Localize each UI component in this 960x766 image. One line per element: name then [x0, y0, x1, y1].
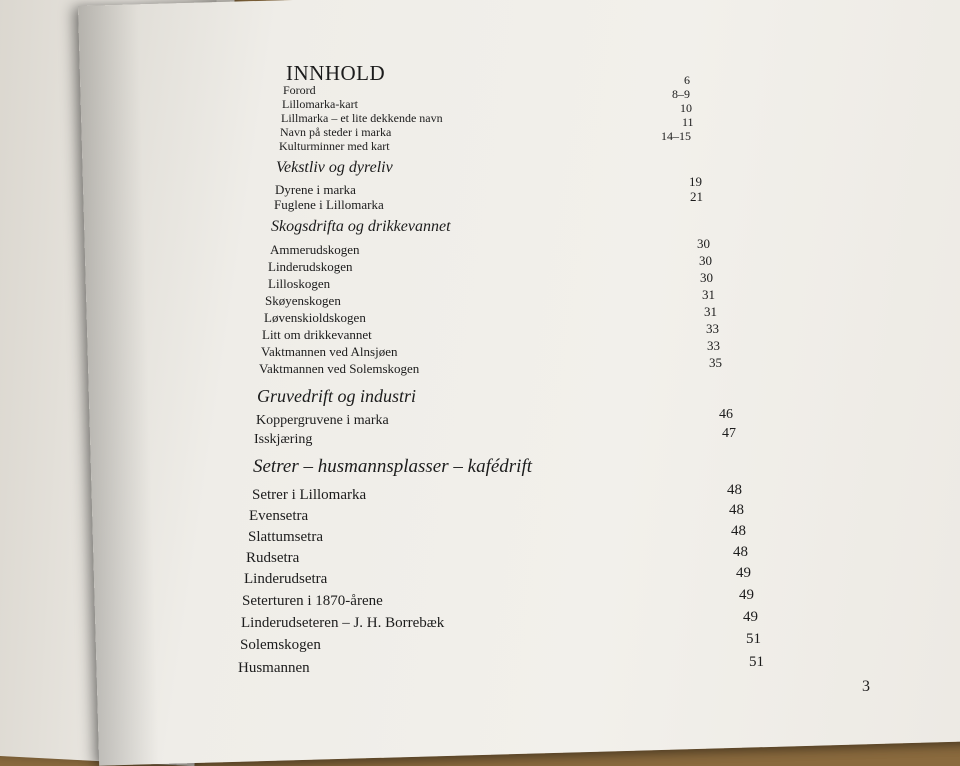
toc-page-linderudskogen: 30: [699, 253, 712, 268]
toc-entry-lovenskioldskogen: Løvenskioldskogen: [264, 310, 366, 325]
toc-entry-vaktmannen-solemskogen: Vaktmannen ved Solemskogen: [259, 361, 420, 376]
toc-page-dyrene: 19: [689, 174, 702, 189]
toc-page-ammerudskogen: 30: [697, 236, 710, 251]
toc-entry-ammerudskogen: Ammerudskogen: [270, 242, 360, 257]
toc-page-forord: 6: [684, 73, 690, 87]
toc-entry-linderudskogen: Linderudskogen: [268, 259, 353, 274]
toc-title: INNHOLD: [286, 61, 386, 85]
toc-section-heading-vekstliv: Vekstliv og dyreliv: [276, 159, 393, 176]
toc-entry-linderudseteren-borrebaek: Linderudseteren – J. H. Borrebæk: [241, 615, 445, 631]
toc-page-isskjaering: 47: [722, 426, 736, 441]
toc-section-heading-setrer: Setrer – husmannsplasser – kafédrift: [253, 456, 533, 477]
toc-entry-slattumsetra: Slattumsetra: [248, 529, 323, 545]
toc-entry-lilloskogen: Lilloskogen: [268, 276, 331, 291]
toc-page-lilloskogen: 30: [700, 270, 713, 285]
toc-entry-fuglene: Fuglene i Lillomarka: [274, 197, 384, 212]
toc-entry-seterturen: Seterturen i 1870-årene: [242, 593, 383, 609]
toc-page-seterturen: 49: [739, 587, 754, 603]
toc-page-linderudseteren-borrebaek: 49: [743, 609, 758, 625]
toc-page-vaktmannen-solemskogen: 35: [709, 355, 722, 370]
toc-page-linderudsetra: 49: [736, 565, 751, 581]
toc-entry-lillomarka-kart: Lillomarka-kart: [282, 97, 358, 111]
toc-entry-linderudsetra: Linderudsetra: [244, 571, 328, 587]
toc-entry-lite-dekkende-navn: Lillmarka – et lite dekkende navn: [281, 111, 443, 125]
toc-entry-isskjaering: Isskjæring: [254, 432, 313, 447]
toc-entry-solemskogen: Solemskogen: [240, 637, 321, 653]
toc-entry-drikkevannet: Litt om drikkevannet: [262, 327, 372, 342]
toc-entry-forord: Forord: [283, 83, 316, 97]
toc-entry-navn-pa-steder: Navn på steder i marka: [280, 125, 392, 139]
toc-entry-setrer-i-lillomarka: Setrer i Lillomarka: [252, 487, 367, 503]
toc-page-koppergruvene: 46: [719, 407, 733, 422]
toc-page-skoyenskogen: 31: [702, 287, 715, 302]
toc-entry-rudsetra: Rudsetra: [246, 550, 300, 566]
toc-entry-dyrene: Dyrene i marka: [275, 182, 356, 197]
toc-page-evensetra: 48: [729, 502, 744, 518]
toc-page-navn-pa-steder: 11: [682, 115, 694, 129]
toc-entry-skoyenskogen: Skøyenskogen: [265, 293, 341, 308]
toc-page-rudsetra: 48: [733, 544, 748, 560]
toc-entry-koppergruvene: Koppergruvene i marka: [256, 413, 389, 428]
toc-entry-kulturminner: Kulturminner med kart: [279, 139, 390, 153]
toc-entry-husmannen: Husmannen: [238, 660, 310, 676]
toc-section-heading-gruvedrift: Gruvedrift og industri: [257, 386, 417, 406]
toc-page-fuglene: 21: [690, 189, 703, 204]
toc-page-kulturminner: 14–15: [661, 129, 691, 143]
toc-page-lite-dekkende-navn: 10: [680, 101, 692, 115]
toc-page-vaktmannen-alnsjoen: 33: [707, 338, 720, 353]
toc-section-heading-skogsdrifta: Skogsdrifta og drikkevannet: [271, 218, 451, 235]
toc-entry-vaktmannen-alnsjoen: Vaktmannen ved Alnsjøen: [261, 344, 398, 359]
toc-page-lovenskioldskogen: 31: [704, 304, 717, 319]
toc-page-husmannen: 51: [749, 654, 764, 670]
toc-entry-evensetra: Evensetra: [249, 508, 309, 524]
toc-page-lillomarka-kart: 8–9: [672, 87, 690, 101]
page-number: 3: [862, 678, 870, 695]
toc-page-slattumsetra: 48: [731, 523, 746, 539]
toc-page-solemskogen: 51: [746, 631, 761, 647]
toc-page-setrer-i-lillomarka: 48: [727, 482, 742, 498]
toc-page-drikkevannet: 33: [706, 321, 719, 336]
